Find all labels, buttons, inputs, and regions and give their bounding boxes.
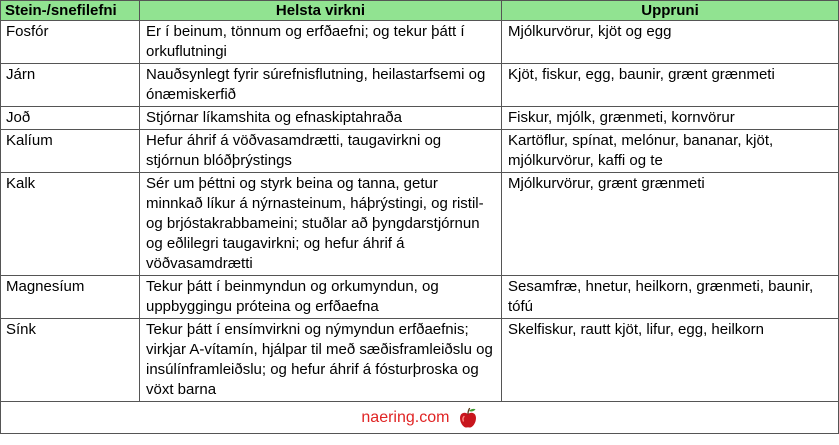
footer-cell [1,402,839,434]
apple-icon [458,407,478,429]
table-row [1,173,839,276]
table-row [1,130,839,173]
mineral-source: Skelfiskur, rautt kjöt, lifur, egg, heilkorn [502,319,839,402]
mineral-name: Járn [1,64,140,107]
mineral-name: Magnesíum [1,276,140,319]
header-source: Uppruni [502,1,839,21]
mineral-function: Hefur áhrif á vöðvasamdrætti, taugavirkni og stjórnun blóðþrýstings [140,130,502,173]
mineral-source: Fiskur, mjólk, grænmeti, kornvörur [502,107,839,130]
mineral-function: Stjórnar líkamshita og efnaskiptahraða [140,107,502,130]
mineral-name: Joð [1,107,140,130]
table-row [1,64,839,107]
mineral-name: Sínk [1,319,140,402]
brand-link[interactable]: naering.com [361,408,450,426]
mineral-source: Mjólkurvörur, grænt grænmeti [502,173,839,276]
mineral-function: Sér um þéttni og styrk beina og tanna, getur minnkað líkur á nýrnasteinum, háþrýstingi, og ristil- og brjóstakrabbameini; stuðlar að þyngdarstjórnun og eðlilegri taugavirkni; og hefur áhrif á vöðvasamdrætti [140,173,502,276]
table-row [1,107,839,130]
mineral-function: Er í beinum, tönnum og erfðaefni; og tekur þátt í orkuflutningi [140,21,502,64]
mineral-source: Kjöt, fiskur, egg, baunir, grænt grænmeti [502,64,839,107]
table-row [1,21,839,64]
table-body [1,21,839,402]
mineral-function: Tekur þátt í ensímvirkni og nýmyndun erfðaefnis; virkjar A-vítamín, hjálpar til með sæðisframleiðslu og insúlínframleiðslu; og hefur áhrif á fósturþroska og vöxt barna [140,319,502,402]
mineral-source: Kartöflur, spínat, melónur, bananar, kjöt, mjólkurvörur, kaffi og te [502,130,839,173]
mineral-source: Sesamfræ, hnetur, heilkorn, grænmeti, baunir, tófú [502,276,839,319]
header-mineral: Stein-/snefilefni [1,1,140,21]
mineral-source: Mjólkurvörur, kjöt og egg [502,21,839,64]
mineral-name: Kalíum [1,130,140,173]
header-row [1,1,839,21]
mineral-function: Nauðsynlegt fyrir súrefnisflutning, heilastarfsemi og ónæmiskerfið [140,64,502,107]
table-header [1,1,839,21]
mineral-function: Tekur þátt í beinmyndun og orkumyndun, og uppbyggingu próteina og erfðaefna [140,276,502,319]
mineral-name: Kalk [1,173,140,276]
footer-row [1,402,839,434]
header-function: Helsta virkni [140,1,502,21]
table-row [1,319,839,402]
table-footer [1,402,839,434]
mineral-name: Fosfór [1,21,140,64]
table-row [1,276,839,319]
